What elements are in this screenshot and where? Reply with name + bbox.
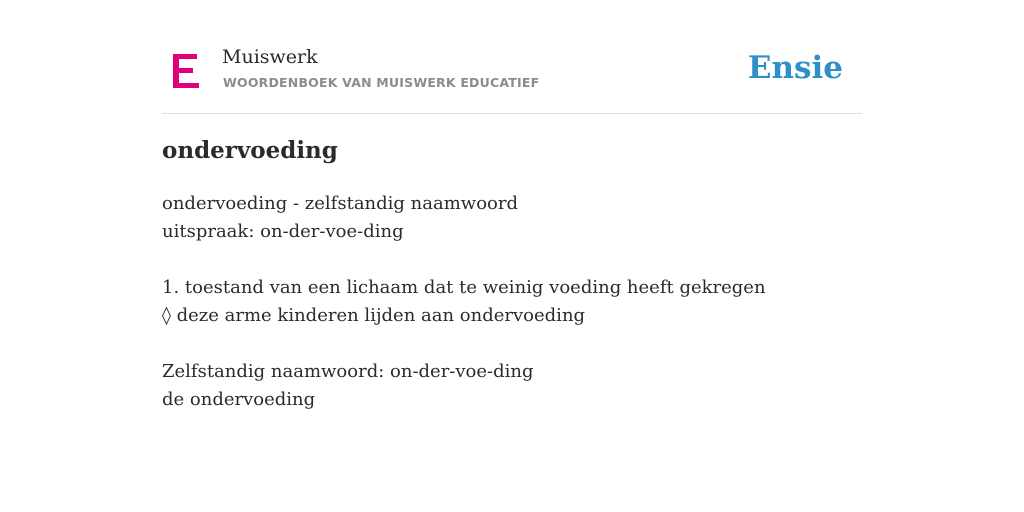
site-name[interactable]: Muiswerk <box>222 46 318 68</box>
entry-title: ondervoeding <box>162 137 338 164</box>
entry-line-pronunciation: uitspraak: on-der-voe-ding <box>162 221 404 242</box>
site-subtitle: WOORDENBOEK VAN MUISWERK EDUCATIEF <box>223 75 540 90</box>
ensie-brand-logo[interactable]: Ensie <box>747 50 843 86</box>
muiswerk-logo-icon[interactable] <box>173 54 199 88</box>
entry-body <box>162 190 862 414</box>
entry-line-article: de ondervoeding <box>162 389 316 410</box>
site-header <box>162 44 862 114</box>
entry-line-example: ◊ deze arme kinderen lijden aan ondervoeding <box>162 305 586 326</box>
entry-line-wordclass: Zelfstandig naamwoord: on-der-voe-ding <box>162 361 534 382</box>
entry-line-headword: ondervoeding - zelfstandig naamwoord <box>162 193 518 214</box>
entry-line-blank <box>162 246 862 274</box>
entry-line-definition: 1. toestand van een lichaam dat te weinig voeding heeft gekregen <box>162 277 766 298</box>
entry-line-blank <box>162 330 862 358</box>
